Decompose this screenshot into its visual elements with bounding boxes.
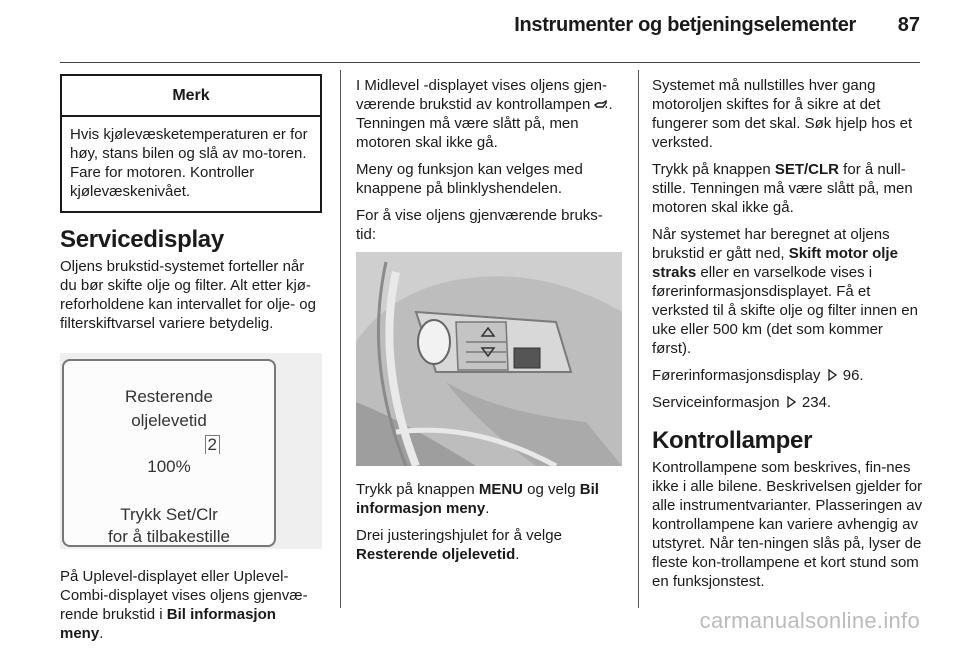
xref-triangle-icon (784, 395, 798, 409)
watermark: carmanualsonline.info (699, 608, 920, 633)
turn-signal-lever-photo (356, 252, 622, 466)
service-intro: Oljens brukstid-systemet forteller når du bør skifte olje og filter. Alt etter kjø-reforholdene kan intervallet for olje- og filterskiftvarsel variere betydelig. (60, 258, 316, 332)
page-number: 87 (897, 14, 920, 36)
midlevel-paragraph: I Midlevel -displayet vises oljens gjen-værende brukstid av kontrollampen . Tenningen må være slått på, men motoren skal ikke gå. (356, 77, 613, 151)
column-3 (652, 76, 924, 599)
page-header (0, 0, 960, 60)
section-heading-kontrollamper: Kontrollamper (652, 427, 813, 454)
note-box (60, 74, 322, 213)
kontrollamper-paragraph: Kontrollampene som beskrives, fin-nes ikke i alle bilene. Beskrivelsen gjelder for alle instrumentvarianter. Plasseringen av kontrollampene kan variere avhengig av utstyret. Når ten-ningen slås på, lyser de fleste kon-trollampene et kort stund som en funksjonstest. (652, 459, 923, 590)
column-divider-2 (638, 70, 639, 608)
service-info-ref: Serviceinformasjon 234. (652, 394, 832, 411)
column-divider-1 (340, 70, 341, 608)
display-screen (62, 359, 276, 547)
column-2 (356, 76, 622, 572)
xref-triangle-icon (825, 368, 839, 382)
column-1 (60, 70, 322, 651)
section-heading-servicedisplay: Servicedisplay (60, 226, 224, 253)
header-rule (60, 62, 920, 63)
uplevel-paragraph: På Uplevel-displayet eller Uplevel-Combi-displayet vises oljens gjenvæ-rende brukstid i Bil informasjon meny. (60, 568, 308, 642)
display-line-3: Trykk Set/Clr (120, 505, 218, 524)
press-menu-paragraph: Trykk på knappen MENU og velg Bil informasjon meny. (356, 481, 599, 517)
display-line-4: for å tilbakestille (108, 527, 230, 546)
adjust-wheel-paragraph: Drei justeringshjulet for å velge Resterende oljelevetid. (356, 527, 562, 563)
display-percent: 100% (147, 457, 191, 476)
set-clr-paragraph: Trykk på knappen SET/CLR for å null-stille. Tenningen må være slått på, men motoren skal ikke gå. (652, 161, 913, 216)
oil-can-icon (594, 97, 608, 111)
display-line-2: oljelevetid (131, 411, 207, 430)
note-body: Hvis kjølevæsketemperaturen er for høy, stans bilen og slå av mo-toren. Fare for motoren. Kontroller kjølevæskenivået. (70, 126, 308, 200)
note-title: Merk (62, 76, 320, 117)
header-title: Instrumenter og betjeningselementer (514, 14, 856, 36)
driver-info-ref: Førerinformasjonsdisplay 96. (652, 367, 864, 384)
display-callout: 2 (205, 435, 220, 454)
show-oil-paragraph: For å vise oljens gjenværende bruks-tid: (356, 207, 603, 243)
display-line-1: Resterende (125, 387, 213, 406)
change-oil-paragraph: Når systemet har beregnet at oljens brukstid er gått ned, Skift motor olje straks eller en varselkode vises i førerinformasjonsdisplayet. Få et verksted til å skifte olje og filter innen en uke eller 500 km (det som kommer først). (652, 226, 918, 357)
menu-paragraph: Meny og funksjon kan velges med knappene på blinklyshendelen. (356, 161, 583, 197)
oil-life-display-figure (60, 353, 322, 549)
reset-info-paragraph: Systemet må nullstilles hver gang motoroljen skiftes for å sikre at det fungerer som det skal. Søk hjelp hos et verksted. (652, 77, 913, 151)
